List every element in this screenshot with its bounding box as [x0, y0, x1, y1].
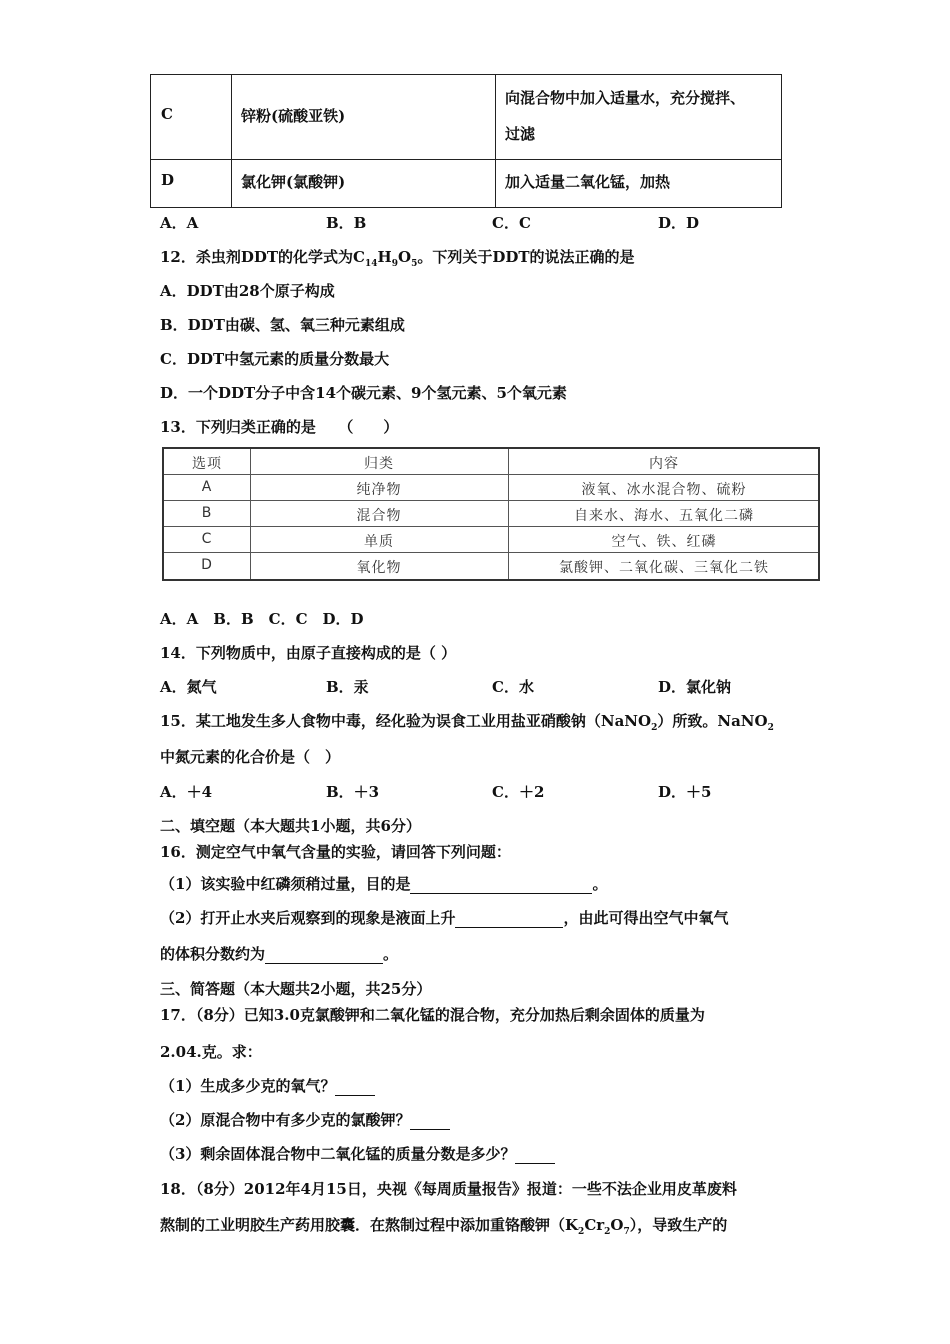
question-14-option-d: D．氯化钠	[658, 678, 732, 696]
question-12-option: C．DDT中氢元素的质量分数最大	[160, 350, 390, 368]
table-cell: 单质	[364, 534, 394, 550]
question-12-option: D．一个DDT分子中含14个碳元素、9个氢元素、5个氧元素	[160, 384, 567, 402]
table-cell: 自来水、海水、五氧化二磷	[574, 508, 754, 524]
question-14-stem: 14．下列物质中，由原子直接构成的是（ ）	[160, 644, 457, 662]
answer-blank[interactable]	[515, 1149, 555, 1164]
answer-blank[interactable]	[335, 1081, 375, 1096]
table-cell-label: C	[161, 105, 173, 123]
separation-table	[150, 74, 782, 208]
table-divider	[164, 474, 818, 475]
question-14-option-c: C．水	[492, 678, 534, 696]
question-17-part-1: （1）生成多少克的氧气？	[160, 1075, 375, 1096]
table-cell: 氯酸钾、二氧化碳、三氧化二铁	[559, 560, 769, 576]
question-18-stem: 18．（8分）2012年4月15日，央视《每周质量报告》报道：一些不法企业用皮革废料	[160, 1180, 737, 1198]
answer-option-a: A．A	[160, 214, 199, 232]
question-15-option-c: C．＋2	[492, 783, 545, 801]
table-cell: 空气、铁、红磷	[611, 534, 717, 550]
table-cell: 混合物	[356, 508, 402, 524]
table-cell: A	[201, 479, 213, 495]
section-heading: 二、填空题（本大题共1小题，共6分）	[160, 817, 421, 835]
question-17-part-3: （3）剩余固体混合物中二氧化锰的质量分数是多少？	[160, 1143, 555, 1164]
table-cell-substance: 锌粉(硫酸亚铁)	[241, 107, 346, 125]
question-14-option-b: B．汞	[326, 678, 369, 696]
table-cell: 液氧、冰水混合物、硫粉	[581, 482, 747, 498]
answer-blank[interactable]	[265, 949, 383, 964]
question-17-stem-cont: 2.04.克。求：	[160, 1043, 262, 1061]
table-cell: B	[201, 505, 213, 521]
answer-option-d: D．D	[658, 214, 700, 232]
table-cell-label: D	[161, 171, 175, 189]
question-17-part-2: （2）原混合物中有多少克的氯酸钾？	[160, 1109, 450, 1130]
answer-option-b: B．B	[326, 214, 367, 232]
table-divider	[164, 500, 818, 501]
question-13-answers: A．A B．B C．C D．D	[160, 610, 364, 628]
table-divider	[231, 75, 232, 207]
table-divider	[151, 159, 781, 160]
table-divider	[164, 526, 818, 527]
question-15-option-a: A．＋4	[160, 783, 213, 801]
table-cell-method: 加入适量二氧化锰，加热	[505, 173, 671, 191]
question-15-stem: 15．某工地发生多人食物中毒，经化验为误食工业用盐亚硝酸钠（NaNO$_2$）所致。NaNO$_2$	[160, 712, 774, 733]
table-cell: 纯净物	[356, 482, 402, 498]
question-18-stem-cont: 熬制的工业明胶生产药用胶囊．在熬制过程中添加重铬酸钾$(K_2Cr_2O_7)$，导致生产的	[160, 1216, 728, 1237]
question-16-stem: 16．测定空气中氧气含量的实验，请回答下列问题：	[160, 843, 511, 861]
table-cell-method: 向混合物中加入适量水，充分搅拌、	[505, 89, 746, 107]
question-14-option-a: A．氮气	[160, 678, 217, 696]
question-16-part-2-cont: 的体积分数约为 。	[160, 945, 399, 963]
table-cell: 氧化物	[356, 560, 402, 576]
question-16-part-1: （1）该实验中红磷须稍过量，目的是 。	[160, 875, 608, 893]
question-15-stem-cont: 中氮元素的化合价是（ ）	[160, 748, 341, 766]
table-cell-substance: 氯化钾(氯酸钾)	[241, 173, 346, 191]
question-15-option-b: B．＋3	[326, 783, 380, 801]
question-12-option: A．DDT由28个原子构成	[160, 282, 335, 300]
table-cell: D	[201, 557, 213, 573]
table-header: 归类	[364, 456, 394, 472]
table-divider	[495, 75, 496, 207]
question-12-option: B．DDT由碳、氢、氧三种元素组成	[160, 316, 405, 334]
answer-blank[interactable]	[410, 879, 592, 894]
question-13-stem: 13．下列归类正确的是 （ ）	[160, 418, 399, 436]
answer-blank[interactable]	[410, 1115, 450, 1130]
question-17-stem: 17．（8分）已知3.0克氯酸钾和二氧化锰的混合物，充分加热后剩余固体的质量为	[160, 1006, 705, 1024]
section-heading: 三、简答题（本大题共2小题，共25分）	[160, 980, 432, 998]
question-16-part-2: （2）打开止水夹后观察到的现象是液面上升 ，由此可得出空气中氧气	[160, 909, 729, 927]
table-cell-method: 过滤	[505, 125, 536, 143]
classification-table	[162, 447, 820, 581]
table-cell: C	[201, 531, 213, 547]
question-12-stem: 12．杀虫剂DDT的化学式为$C_{14}H_9O_5$。下列关于DDT的说法正确的是	[160, 248, 635, 269]
question-15-option-d: D．＋5	[658, 783, 712, 801]
table-header: 内容	[649, 456, 679, 472]
answer-blank[interactable]	[455, 913, 563, 928]
table-divider	[164, 552, 818, 553]
table-header: 选项	[192, 456, 222, 472]
answer-option-c: C．C	[492, 214, 531, 232]
